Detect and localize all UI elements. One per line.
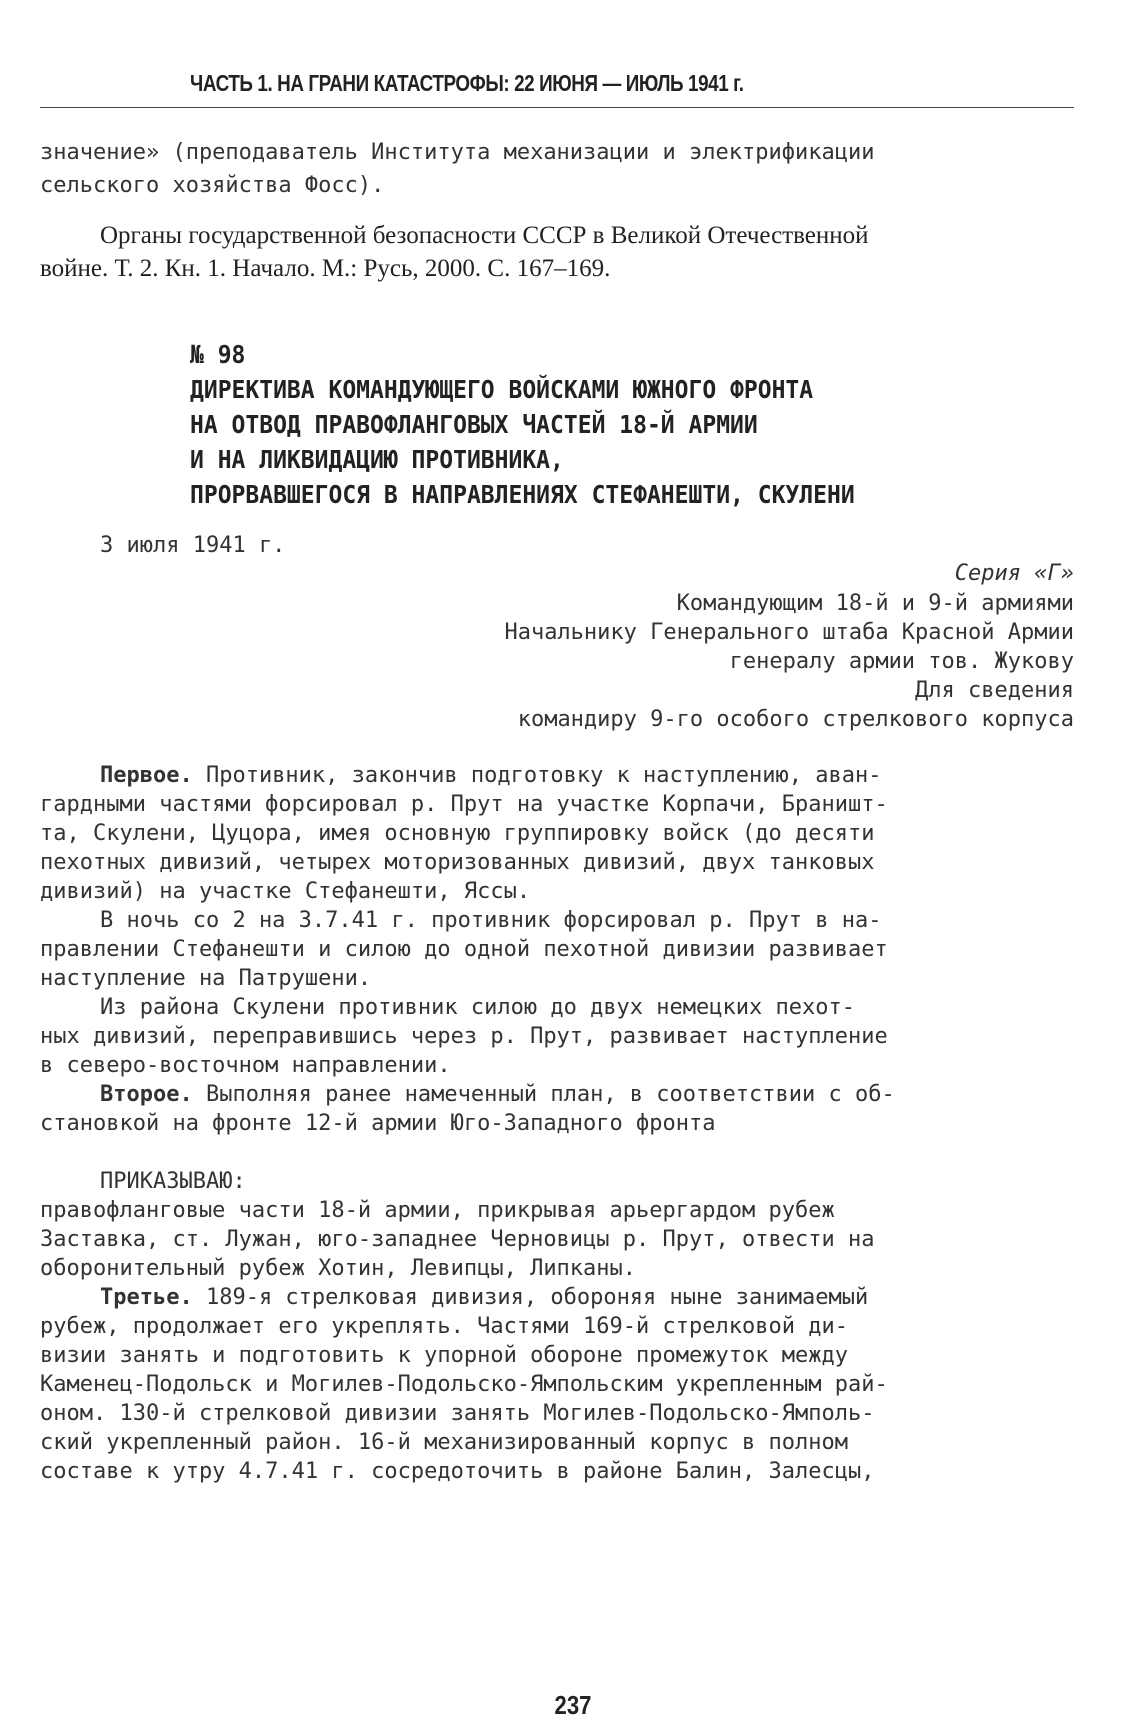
title-line-2: НА ОТВОД ПРАВОФЛАНГОВЫХ ЧАСТЕЙ 18-Й АРМИИ <box>190 410 758 439</box>
order-line-1: правофланговые части 18-й армии, прикрывая арьергардом рубеж <box>40 1198 835 1223</box>
order-heading: ПРИКАЗЫВАЮ: <box>100 1169 246 1194</box>
addressee-3: генералу армии тов. Жукову <box>729 649 1074 674</box>
third-line-2: рубеж, продолжает его укреплять. Частями 169-й стрелковой ди- <box>40 1314 848 1339</box>
second-line-2: становкой на фронте 12-й армии Юго-Западного фронта <box>40 1111 716 1136</box>
third-line-4: Каменец-Подольск и Могилев-Подольско-Ямпольским укрепленным рай- <box>40 1372 888 1397</box>
order-line-3: оборонительный рубеж Хотин, Левипцы, Липканы. <box>40 1256 637 1281</box>
skuleni-line-2: ных дивизий, переправившись через р. Прут, развивает наступление <box>40 1024 888 1049</box>
first-line-3: та, Скулени, Цуцора, имея основную группировку войск (до десяти <box>40 821 875 846</box>
page-number: 237 <box>554 1690 592 1720</box>
addressee-2: Начальнику Генерального штаба Красной Армии <box>504 620 1074 645</box>
night-line-1: В ночь со 2 на 3.7.41 г. противник форсировал р. Прут в на- <box>100 908 882 933</box>
document-number: № 98 <box>190 340 246 369</box>
first-line-1 <box>100 763 1074 791</box>
second-label: Второе. <box>100 1082 193 1107</box>
document-date: 3 июля 1941 г. <box>100 533 286 558</box>
title-line-4: ПРОРВАВШЕГОСЯ В НАПРАВЛЕНИЯХ СТЕФАНЕШТИ, СКУЛЕНИ <box>190 480 855 509</box>
source-line-2: войне. Т. 2. Кн. 1. Начало. М.: Русь, 2000. С. 167–169. <box>40 255 611 282</box>
addressee-1: Командующим 18-й и 9-й армиями <box>676 591 1074 616</box>
third-line-7: составе к утру 4.7.41 г. сосредоточить в районе Балин, Залесцы, <box>40 1459 875 1484</box>
first-line-5: дивизий) на участке Стефанешти, Яссы. <box>40 879 531 904</box>
order-line-2: Заставка, ст. Лужан, юго-западнее Черновицы р. Прут, отвести на <box>40 1227 875 1252</box>
title-line-1: ДИРЕКТИВА КОМАНДУЮЩЕГО ВОЙСКАМИ ЮЖНОГО ФРОНТА <box>190 375 814 404</box>
skuleni-line-3: в северо-восточном направлении. <box>40 1053 451 1078</box>
third-line-1 <box>100 1285 1074 1313</box>
first-line-4: пехотных дивизий, четырех моторизованных дивизий, двух танковых <box>40 850 875 875</box>
intro-line-1: значение» (преподаватель Института механизации и электрификации <box>40 140 875 165</box>
third-label: Третье. <box>100 1285 193 1310</box>
title-line-3: И НА ЛИКВИДАЦИЮ ПРОТИВНИКА, <box>190 445 564 474</box>
second-line-1 <box>100 1082 1074 1110</box>
source-line-1: Органы государственной безопасности СССР в Великой Отечественной <box>100 222 869 249</box>
addressee-4: Для сведения <box>915 678 1074 703</box>
second-text: Выполняя ранее намеченный план, в соответствии с об- <box>192 1082 895 1107</box>
third-text: 189-я стрелковая дивизия, обороняя ныне занимаемый <box>192 1285 869 1310</box>
document-title <box>190 340 855 515</box>
night-line-2: правлении Стефанешти и силою до одной пехотной дивизии развивает <box>40 937 888 962</box>
addressee-5: командиру 9-го особого стрелкового корпуса <box>517 707 1074 732</box>
third-line-5: оном. 130-й стрелковой дивизии занять Могилев-Подольско-Ямполь- <box>40 1401 875 1426</box>
night-line-3: наступление на Патрушени. <box>40 966 372 991</box>
running-head: ЧАСТЬ 1. НА ГРАНИ КАТАСТРОФЫ: 22 ИЮНЯ — ИЮЛЬ 1941 г. <box>190 70 744 96</box>
first-text: Противник, закончив подготовку к наступлению, аван- <box>192 763 882 788</box>
series-label: Серия «Г» <box>954 561 1074 586</box>
third-line-3: визии занять и подготовить к упорной обороне промежуток между <box>40 1343 848 1368</box>
intro-line-2: сельского хозяйства Фосс). <box>40 173 385 198</box>
first-line-2: гардными частями форсировал р. Прут на участке Корпачи, Браништ- <box>40 792 888 817</box>
first-label: Первое. <box>100 763 193 788</box>
header-rule <box>40 107 1074 108</box>
third-line-6: ский укрепленный район. 16-й механизированный корпус в полном <box>40 1430 848 1455</box>
skuleni-line-1: Из района Скулени противник силою до двух немецких пехот- <box>100 995 855 1020</box>
